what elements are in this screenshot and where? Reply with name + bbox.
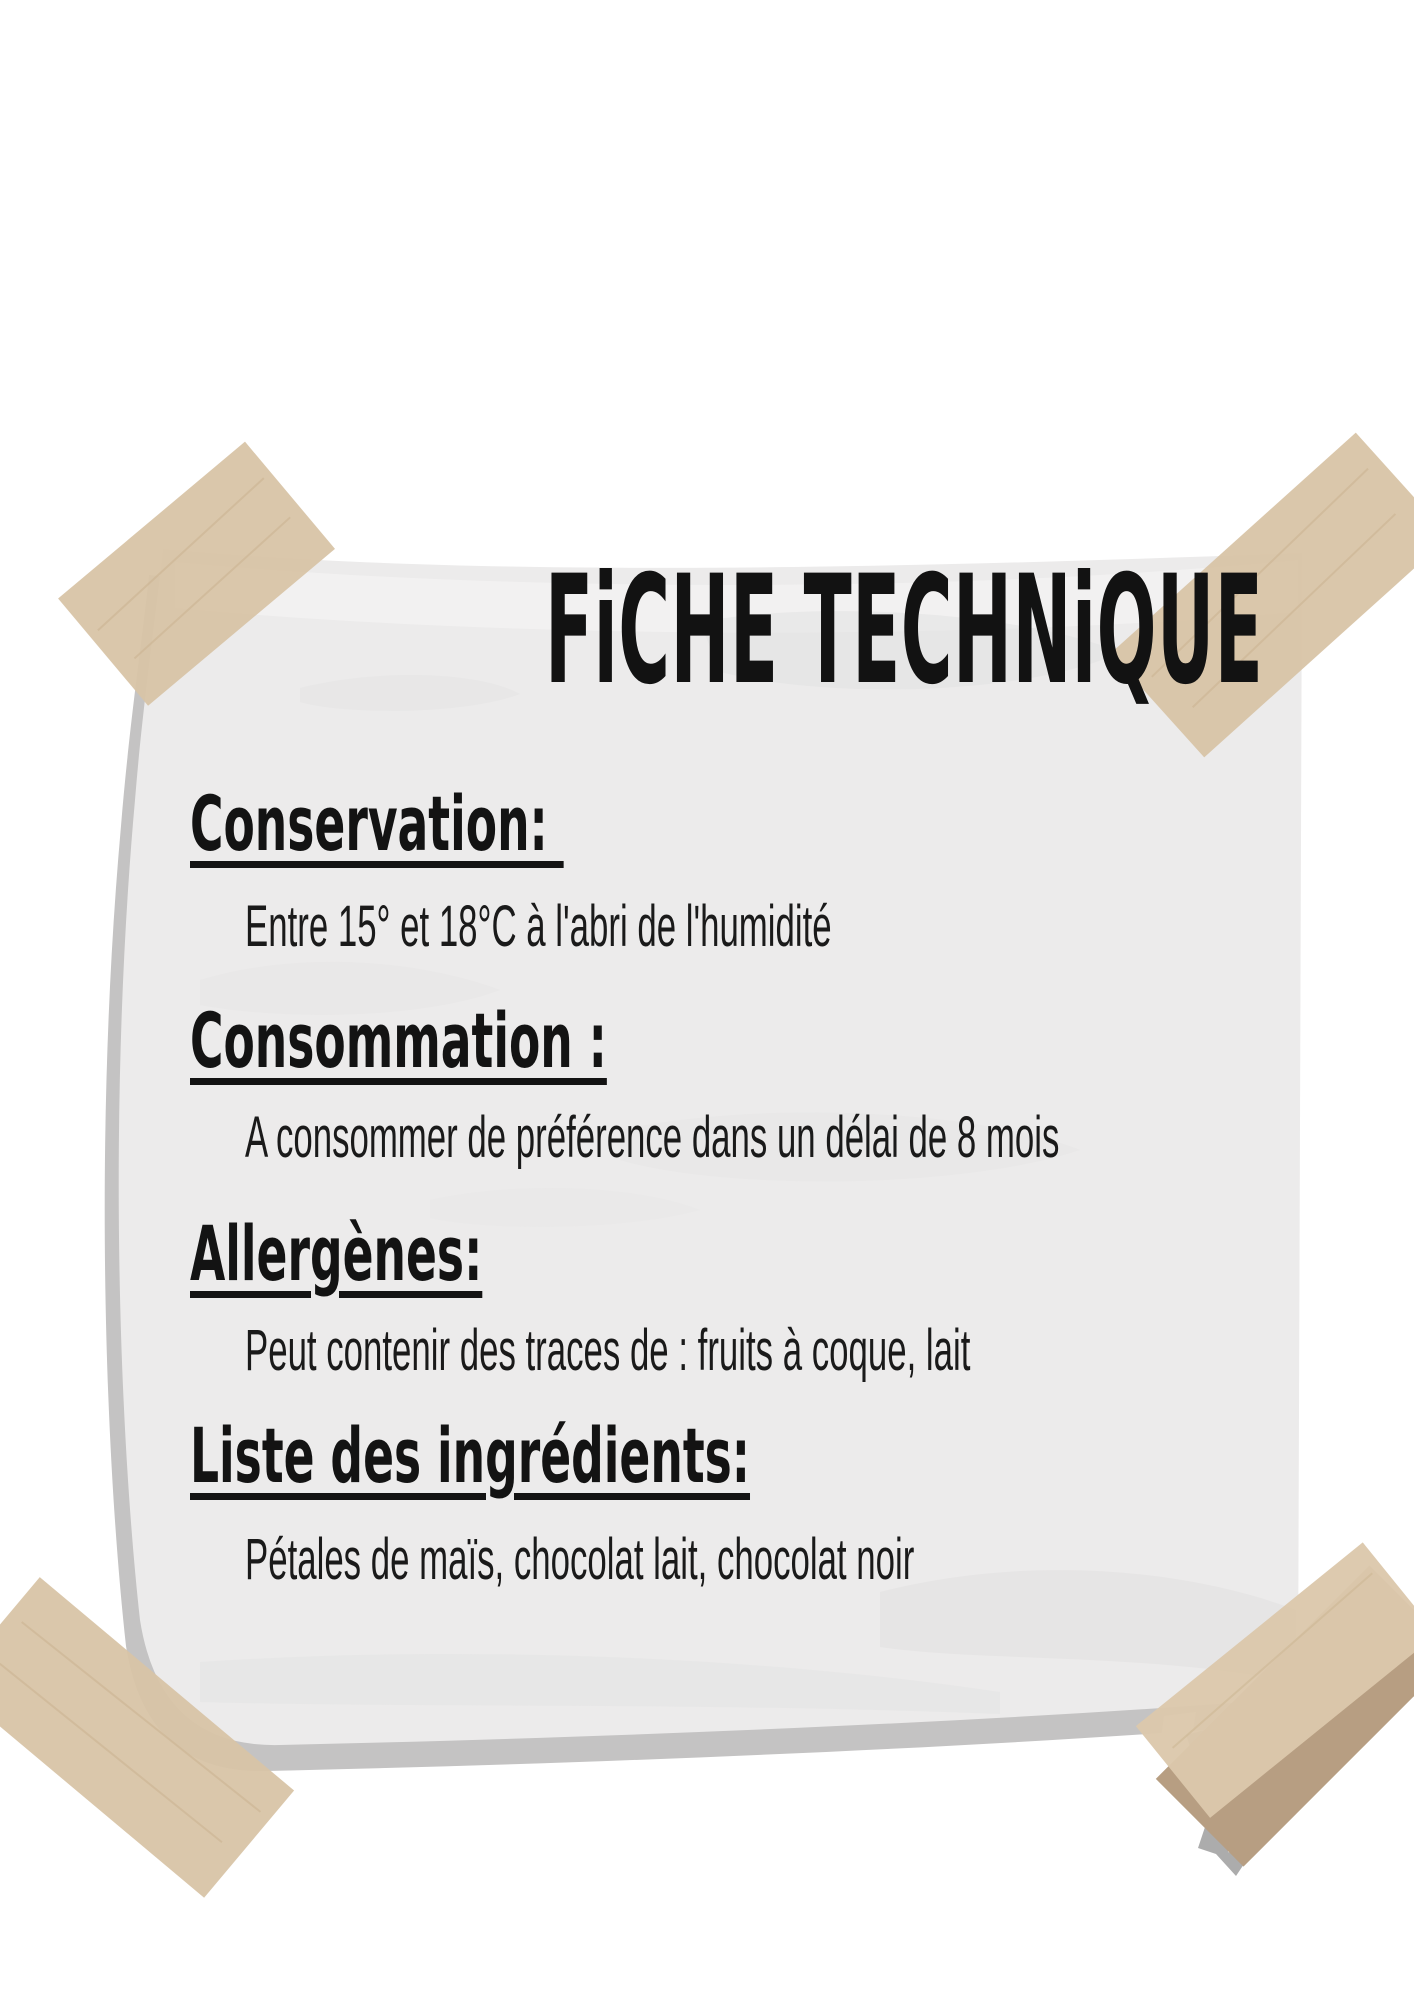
sheet-title-wrap [140,544,1275,718]
heading-conservation: Conservation: [190,779,564,868]
text-conservation: Entre 15° et 18°C à l'abri de l'humidité [245,894,832,959]
text-allergenes: Peut contenir des traces de : fruits à coque, lait [245,1318,971,1383]
sheet-title: FiCHE TECHNiQUE [545,544,1264,718]
text-ingredients: Pétales de maïs, chocolat lait, chocolat noir [245,1527,915,1592]
text-consommation: A consommer de préférence dans un délai de 8 mois [245,1105,1060,1170]
heading-consommation: Consommation : [190,996,607,1085]
heading-allergenes: Allergènes: [190,1209,483,1298]
heading-ingredients: Liste des ingrédients: [190,1411,751,1500]
